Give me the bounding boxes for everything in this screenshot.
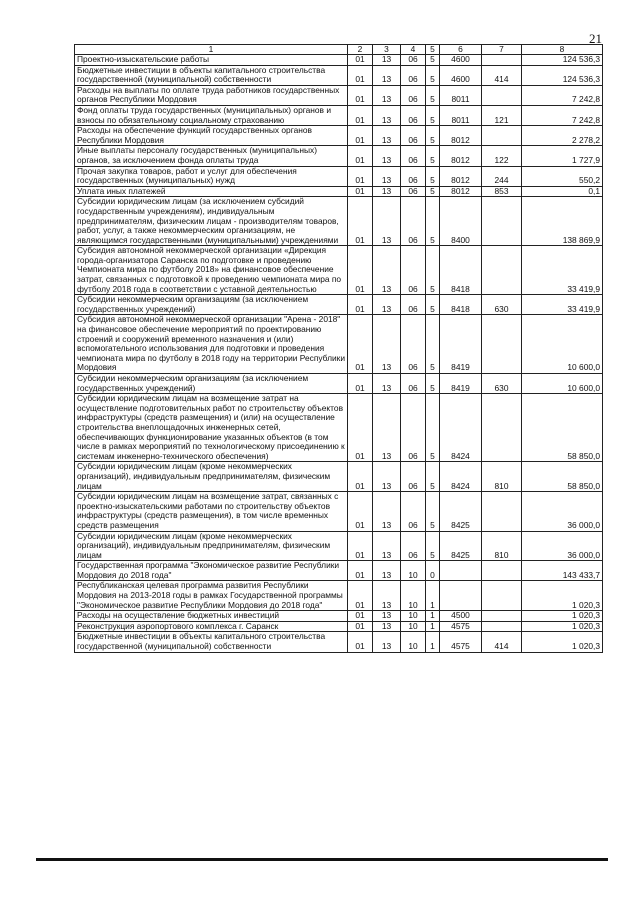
code-program: 06 [401,197,426,246]
code-subsection: 13 [373,197,401,246]
code-program: 06 [401,394,426,462]
row-description: Субсидии юридическим лицам на возмещение затрат, связанных с проектно-изыскательскими работами по строительству объектов инфраструктуры (средств размещения), в том числе временных средств размещения [75,492,348,531]
column-header: 2 [348,45,373,55]
code-expense-type [482,85,522,105]
code-expense-type: 414 [482,65,522,85]
row-description: Субсидия автономной некоммерческой организации "Арена - 2018" на финансовое обеспечение мероприятий по проектированию строений и сооружений временного назначения и (или) вспомогательного использования для подготовки и проведения чемпионата мира по футболу в 2018 году на территории Республики Мордовия [75,315,348,374]
column-header: 4 [401,45,426,55]
row-amount: 7 242,8 [522,105,603,125]
code-subprogram: 1 [426,632,440,652]
row-amount: 36 000,0 [522,531,603,561]
row-description: Субсидия автономной некоммерческой организации «Дирекция города-организатора Саранска по подготовке и проведению Чемпионата мира по футболу 2018» на финансовое обеспечение затрат, связанных с подготовкой к проведению чемпионата мира по футболу 2018 года в соответствии с уставной деятельностью [75,246,348,295]
row-amount: 550,2 [522,166,603,186]
code-section: 01 [348,65,373,85]
code-subprogram: 5 [426,462,440,492]
code-target: 8012 [440,146,482,166]
code-section: 01 [348,105,373,125]
table-row [75,374,603,394]
code-subsection: 13 [373,492,401,531]
code-expense-type [482,394,522,462]
code-section: 01 [348,374,373,394]
code-program: 10 [401,632,426,652]
code-program: 06 [401,531,426,561]
row-description: Субсидии некоммерческим организациям (за исключением государственных учреждений) [75,295,348,315]
code-program: 10 [401,611,426,622]
code-program: 06 [401,462,426,492]
code-subsection: 13 [373,186,401,197]
code-section: 01 [348,581,373,611]
code-subsection: 13 [373,146,401,166]
row-description: Субсидии некоммерческим организациям (за исключением государственных учреждений) [75,374,348,394]
code-target: 4600 [440,65,482,85]
code-program: 06 [401,126,426,146]
code-subsection: 13 [373,105,401,125]
table-row [75,65,603,85]
code-expense-type [482,55,522,66]
code-subprogram: 5 [426,295,440,315]
code-target: 8424 [440,394,482,462]
row-description: Субсидии юридическим лицам (за исключением субсидий государственным учреждениям), индивидуальным предпринимателям, физическим лицам - производителям товаров, работ, услуг, а также некоммерческим организациям, не являющимся государственными (муниципальными) учреждениями [75,197,348,246]
code-program: 06 [401,295,426,315]
column-header: 7 [482,45,522,55]
row-amount: 1 020,3 [522,581,603,611]
row-description: Расходы на осуществление бюджетных инвестиций [75,611,348,622]
code-subprogram: 5 [426,374,440,394]
code-target: 8425 [440,531,482,561]
code-target: 8419 [440,315,482,374]
row-amount: 10 600,0 [522,374,603,394]
table-row [75,492,603,531]
code-subsection: 13 [373,394,401,462]
code-section: 01 [348,462,373,492]
code-program: 06 [401,146,426,166]
code-expense-type: 414 [482,632,522,652]
code-section: 01 [348,315,373,374]
table-row [75,186,603,197]
code-subprogram: 5 [426,55,440,66]
code-target [440,561,482,581]
code-subsection: 13 [373,295,401,315]
code-subprogram: 5 [426,126,440,146]
row-amount: 1 020,3 [522,632,603,652]
row-description: Бюджетные инвестиции в объекты капитального строительства государственной (муниципальной) собственности [75,632,348,652]
code-subsection: 13 [373,581,401,611]
page-number: 21 [589,31,602,46]
code-subprogram: 5 [426,146,440,166]
code-section: 01 [348,146,373,166]
row-amount: 0,1 [522,186,603,197]
row-amount: 33 419,9 [522,246,603,295]
table-row [75,621,603,632]
code-program: 06 [401,315,426,374]
code-section: 01 [348,394,373,462]
code-subprogram: 1 [426,611,440,622]
code-expense-type: 630 [482,374,522,394]
code-section: 01 [348,186,373,197]
row-description: Расходы на выплаты по оплате труда работников государственных органов Республики Мордовия [75,85,348,105]
code-expense-type [482,561,522,581]
table-row [75,197,603,246]
row-amount: 124 536,3 [522,55,603,66]
row-description: Реконструкция аэропортового комплекса г. Саранск [75,621,348,632]
row-amount: 2 278,2 [522,126,603,146]
code-subsection: 13 [373,531,401,561]
table-row [75,166,603,186]
table-row [75,85,603,105]
code-section: 01 [348,55,373,66]
table-row [75,611,603,622]
code-target: 8400 [440,197,482,246]
code-subsection: 13 [373,632,401,652]
code-subsection: 13 [373,85,401,105]
row-amount: 1 020,3 [522,621,603,632]
code-program: 06 [401,85,426,105]
table-row [75,146,603,166]
row-amount: 58 850,0 [522,394,603,462]
table-row [75,295,603,315]
code-subsection: 13 [373,246,401,295]
code-program: 06 [401,246,426,295]
code-program: 06 [401,65,426,85]
code-expense-type: 853 [482,186,522,197]
code-program: 06 [401,492,426,531]
column-header: 6 [440,45,482,55]
code-section: 01 [348,632,373,652]
code-subprogram: 5 [426,197,440,246]
row-amount: 138 869,9 [522,197,603,246]
row-description: Республиканская целевая программа развития Республики Мордовия на 2013-2018 годы в рамках Государственной программы "Экономическое развитие Республики Мордовия до 2018 года" [75,581,348,611]
row-amount: 124 536,3 [522,65,603,85]
code-section: 01 [348,531,373,561]
code-target: 8418 [440,295,482,315]
row-amount: 1 020,3 [522,611,603,622]
table-row [75,394,603,462]
code-section: 01 [348,197,373,246]
row-description: Бюджетные инвестиции в объекты капитального строительства государственной (муниципальной) собственности [75,65,348,85]
code-target: 8012 [440,166,482,186]
code-program: 06 [401,166,426,186]
column-header: 1 [75,45,348,55]
code-expense-type [482,246,522,295]
code-subsection: 13 [373,315,401,374]
code-target: 8012 [440,126,482,146]
table-row [75,632,603,652]
code-expense-type: 121 [482,105,522,125]
code-target: 4575 [440,632,482,652]
code-program: 06 [401,186,426,197]
row-description: Иные выплаты персоналу государственных (муниципальных) органов, за исключением фонда оплаты труда [75,146,348,166]
table-row [75,581,603,611]
code-expense-type: 810 [482,531,522,561]
code-subprogram: 5 [426,166,440,186]
code-subprogram: 5 [426,531,440,561]
row-amount: 36 000,0 [522,492,603,531]
column-header: 5 [426,45,440,55]
table-row [75,462,603,492]
code-program: 10 [401,581,426,611]
code-section: 01 [348,611,373,622]
code-expense-type [482,126,522,146]
code-expense-type: 810 [482,462,522,492]
table-row [75,55,603,66]
code-program: 10 [401,621,426,632]
code-section: 01 [348,492,373,531]
row-description: Субсидии юридическим лицам на возмещение затрат на осуществление подготовительных работ по строительству объектов инфраструктуры (средств размещения) и (или) на осуществление строительства внеплощадочных инженерных сетей, обеспечивающих функционирование указанных объектов (в том числе в рамках мероприятий по технологическому присоединению к системам инженерно-технического обеспечения) [75,394,348,462]
code-target: 8011 [440,85,482,105]
code-section: 01 [348,85,373,105]
budget-table [74,44,603,653]
table-row [75,531,603,561]
row-amount: 1 727,9 [522,146,603,166]
code-expense-type [482,581,522,611]
code-subsection: 13 [373,126,401,146]
code-section: 01 [348,126,373,146]
code-expense-type: 630 [482,295,522,315]
code-target: 4600 [440,55,482,66]
code-expense-type [482,197,522,246]
code-subsection: 13 [373,611,401,622]
code-program: 06 [401,55,426,66]
table-header-row [75,45,603,55]
code-subprogram: 5 [426,246,440,295]
code-target: 8419 [440,374,482,394]
table-row [75,246,603,295]
code-subprogram: 5 [426,315,440,374]
footer-divider [36,858,608,861]
code-subprogram: 5 [426,65,440,85]
row-description: Проектно-изыскательские работы [75,55,348,66]
row-amount: 58 850,0 [522,462,603,492]
code-target: 8424 [440,462,482,492]
code-target: 8418 [440,246,482,295]
row-description: Уплата иных платежей [75,186,348,197]
code-program: 10 [401,561,426,581]
code-subprogram: 5 [426,105,440,125]
table-row [75,105,603,125]
code-section: 01 [348,166,373,186]
code-subprogram: 1 [426,581,440,611]
code-program: 06 [401,105,426,125]
code-expense-type [482,611,522,622]
code-subprogram: 5 [426,492,440,531]
code-subsection: 13 [373,65,401,85]
code-expense-type: 244 [482,166,522,186]
code-expense-type [482,315,522,374]
table-row [75,126,603,146]
code-section: 01 [348,621,373,632]
code-subsection: 13 [373,166,401,186]
code-target: 8425 [440,492,482,531]
column-header: 3 [373,45,401,55]
code-target: 4575 [440,621,482,632]
code-subsection: 13 [373,55,401,66]
code-section: 01 [348,246,373,295]
row-description: Государственная программа "Экономическое развитие Республики Мордовия до 2018 года" [75,561,348,581]
code-subprogram: 5 [426,394,440,462]
code-subsection: 13 [373,621,401,632]
row-amount: 33 419,9 [522,295,603,315]
table-row [75,315,603,374]
code-subsection: 13 [373,374,401,394]
code-target: 4500 [440,611,482,622]
code-target: 8011 [440,105,482,125]
code-expense-type [482,492,522,531]
code-subprogram: 5 [426,85,440,105]
row-description: Субсидии юридическим лицам (кроме некоммерческих организаций), индивидуальным предпринимателям, физическим лицам [75,531,348,561]
code-target: 8012 [440,186,482,197]
code-section: 01 [348,561,373,581]
table-row [75,561,603,581]
code-target [440,581,482,611]
code-expense-type [482,621,522,632]
code-subprogram: 5 [426,186,440,197]
code-section: 01 [348,295,373,315]
code-subprogram: 0 [426,561,440,581]
column-header: 8 [522,45,603,55]
code-program: 06 [401,374,426,394]
row-description: Расходы на обеспечение функций государственных органов Республики Мордовия [75,126,348,146]
row-amount: 143 433,7 [522,561,603,581]
code-subsection: 13 [373,462,401,492]
code-subsection: 13 [373,561,401,581]
code-subprogram: 1 [426,621,440,632]
row-description: Прочая закупка товаров, работ и услуг для обеспечения государственных (муниципальных) нужд [75,166,348,186]
row-description: Субсидии юридическим лицам (кроме некоммерческих организаций), индивидуальным предпринимателям, физическим лицам [75,462,348,492]
row-description: Фонд оплаты труда государственных (муниципальных) органов и взносы по обязательному социальному страхованию [75,105,348,125]
row-amount: 10 600,0 [522,315,603,374]
code-expense-type: 122 [482,146,522,166]
row-amount: 7 242,8 [522,85,603,105]
